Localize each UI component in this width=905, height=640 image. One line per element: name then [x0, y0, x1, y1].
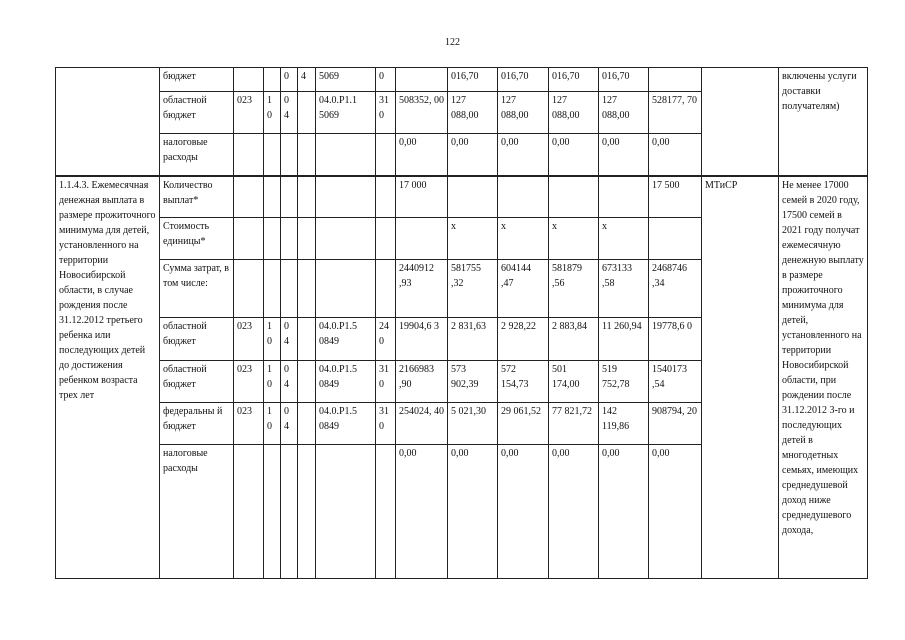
value-cell: 528177, 70: [649, 92, 702, 134]
target-article-cell: 04.0.P1.5 0849: [316, 361, 376, 403]
value-cell: 908794, 20: [649, 403, 702, 445]
year-cell: [448, 176, 498, 218]
year-cell: 2 928,22: [498, 318, 549, 361]
year-cell: x: [599, 218, 649, 260]
year-cell: [549, 176, 599, 218]
funding-source: бюджет: [160, 68, 234, 92]
executor-cell-empty: [702, 68, 779, 176]
subsection-cell: 0 4: [281, 403, 298, 445]
section-cell: 1 0: [264, 92, 281, 134]
expense-type-cell: [376, 218, 396, 260]
funding-source: налоговые расходы: [160, 134, 234, 176]
subsection-cell: [298, 445, 316, 579]
subsection-cell: [298, 92, 316, 134]
code-cell: [234, 218, 264, 260]
expense-type-cell: 31 0: [376, 403, 396, 445]
value-cell: [649, 68, 702, 92]
table-row: [56, 176, 868, 218]
year-cell: 77 821,72: [549, 403, 599, 445]
subsection-cell: [298, 260, 316, 318]
code-cell: [234, 134, 264, 176]
total-cell: 17 000: [396, 176, 448, 218]
year-cell: 581755 ,32: [448, 260, 498, 318]
year-cell: 0,00: [599, 445, 649, 579]
funding-source: федеральны й бюджет: [160, 403, 234, 445]
measure-name: 1.1.4.3. Ежемесячная денежная выплата в размере прожиточного минимума для детей, установленного на территории Новосибирской области, в случае рождения после 31.12.2012 третьего ребенка или последующих детей до достижения ребенком возраста трех лет: [56, 176, 160, 579]
subsection-cell: [298, 134, 316, 176]
section-cell: [264, 176, 281, 218]
target-article-cell: [316, 134, 376, 176]
subsection-cell: [281, 218, 298, 260]
year-cell: 519 752,78: [599, 361, 649, 403]
year-cell: 016,70: [599, 68, 649, 92]
value-cell: 19778,6 0: [649, 318, 702, 361]
subsection-cell: [298, 218, 316, 260]
target-article-cell: 04.0.P1.1 5069: [316, 92, 376, 134]
value-cell: 1540173 ,54: [649, 361, 702, 403]
year-cell: 142 119,86: [599, 403, 649, 445]
year-cell: 0,00: [549, 134, 599, 176]
measure-name-cell-empty: [56, 68, 160, 176]
year-cell: 0,00: [599, 134, 649, 176]
section-cell: [264, 445, 281, 579]
budget-table: [55, 67, 868, 579]
value-cell: 0,00: [649, 134, 702, 176]
year-cell: 127 088,00: [599, 92, 649, 134]
year-cell: 016,70: [498, 68, 549, 92]
subsection-cell: [281, 445, 298, 579]
code-cell: 023: [234, 92, 264, 134]
value-cell: 17 500: [649, 176, 702, 218]
expense-type-cell: [376, 176, 396, 218]
total-cell: 0,00: [396, 445, 448, 579]
executor: МТиСР: [702, 176, 779, 579]
total-cell: 0,00: [396, 134, 448, 176]
subsection-cell: [298, 176, 316, 218]
year-cell: 127 088,00: [498, 92, 549, 134]
year-cell: 0,00: [549, 445, 599, 579]
subsection-cell: 0: [281, 68, 298, 92]
subsection-cell: 4: [298, 68, 316, 92]
section-cell: [264, 134, 281, 176]
target-article-cell: 5069: [316, 68, 376, 92]
target-article-cell: [316, 260, 376, 318]
year-cell: 2 883,84: [549, 318, 599, 361]
year-cell: 127 088,00: [549, 92, 599, 134]
section-cell: [264, 68, 281, 92]
funding-source: областной бюджет: [160, 318, 234, 361]
target-article-cell: 04.0.P1.5 0849: [316, 318, 376, 361]
funding-source: Сумма затрат, в том числе:: [160, 260, 234, 318]
year-cell: 5 021,30: [448, 403, 498, 445]
year-cell: 673133 ,58: [599, 260, 649, 318]
subsection-cell: [298, 403, 316, 445]
code-cell: [234, 176, 264, 218]
year-cell: [599, 176, 649, 218]
total-cell: 254024, 40: [396, 403, 448, 445]
target-article-cell: [316, 445, 376, 579]
year-cell: 581879 ,56: [549, 260, 599, 318]
year-cell: 572 154,73: [498, 361, 549, 403]
year-cell: 2 831,63: [448, 318, 498, 361]
year-cell: 0,00: [448, 445, 498, 579]
code-cell: [234, 260, 264, 318]
funding-source: налоговые расходы: [160, 445, 234, 579]
year-cell: 0,00: [448, 134, 498, 176]
total-cell: 2440912 ,93: [396, 260, 448, 318]
subsection-cell: [281, 260, 298, 318]
expense-type-cell: 24 0: [376, 318, 396, 361]
code-cell: [234, 68, 264, 92]
funding-source: Количество выплат*: [160, 176, 234, 218]
subsection-cell: [298, 318, 316, 361]
code-cell: 023: [234, 361, 264, 403]
funding-source: Стоимость единицы*: [160, 218, 234, 260]
section-cell: [264, 260, 281, 318]
target-article-cell: 04.0.P1.5 0849: [316, 403, 376, 445]
value-cell: [649, 218, 702, 260]
target-article-cell: [316, 176, 376, 218]
year-cell: x: [498, 218, 549, 260]
subsection-cell: [281, 134, 298, 176]
funding-source: областной бюджет: [160, 92, 234, 134]
total-cell: [396, 68, 448, 92]
year-cell: 016,70: [549, 68, 599, 92]
year-cell: 11 260,94: [599, 318, 649, 361]
total-cell: [396, 218, 448, 260]
expense-type-cell: 31 0: [376, 361, 396, 403]
year-cell: 0,00: [498, 134, 549, 176]
section-cell: 1 0: [264, 403, 281, 445]
year-cell: 127 088,00: [448, 92, 498, 134]
subsection-cell: 0 4: [281, 318, 298, 361]
year-cell: x: [549, 218, 599, 260]
year-cell: 0,00: [498, 445, 549, 579]
subsection-cell: 0 4: [281, 361, 298, 403]
expense-type-cell: [376, 445, 396, 579]
total-cell: 508352, 00: [396, 92, 448, 134]
expense-type-cell: [376, 260, 396, 318]
year-cell: x: [448, 218, 498, 260]
year-cell: 016,70: [448, 68, 498, 92]
expense-type-cell: 31 0: [376, 92, 396, 134]
section-cell: 1 0: [264, 361, 281, 403]
funding-source: областной бюджет: [160, 361, 234, 403]
expense-type-cell: [376, 134, 396, 176]
value-cell: 2468746 ,34: [649, 260, 702, 318]
code-cell: 023: [234, 403, 264, 445]
total-cell: 19904,6 3: [396, 318, 448, 361]
expected-result-cell: включены услуги доставки получателям): [779, 68, 868, 176]
subsection-cell: 0 4: [281, 92, 298, 134]
section-cell: [264, 218, 281, 260]
table-row: [56, 68, 868, 92]
year-cell: 573 902,39: [448, 361, 498, 403]
year-cell: [498, 176, 549, 218]
code-cell: 023: [234, 318, 264, 361]
year-cell: 501 174,00: [549, 361, 599, 403]
total-cell: 2166983 ,90: [396, 361, 448, 403]
expense-type-cell: 0: [376, 68, 396, 92]
code-cell: [234, 445, 264, 579]
subsection-cell: [281, 176, 298, 218]
page-number: 122: [445, 37, 460, 48]
value-cell: 0,00: [649, 445, 702, 579]
expected-result: Не менее 17000 семей в 2020 году, 17500 семей в 2021 году получат ежемесячную денежную выплату в размере прожиточного минимума для детей, установленного на территории Новосибирской области, при рождении после 31.12.2012 3-го и последующих детей в многодетных семьях, имеющих среднедушевой доход ниже среднедушевого дохода,: [779, 176, 868, 579]
target-article-cell: [316, 218, 376, 260]
section-cell: 1 0: [264, 318, 281, 361]
year-cell: 604144 ,47: [498, 260, 549, 318]
year-cell: 29 061,52: [498, 403, 549, 445]
subsection-cell: [298, 361, 316, 403]
